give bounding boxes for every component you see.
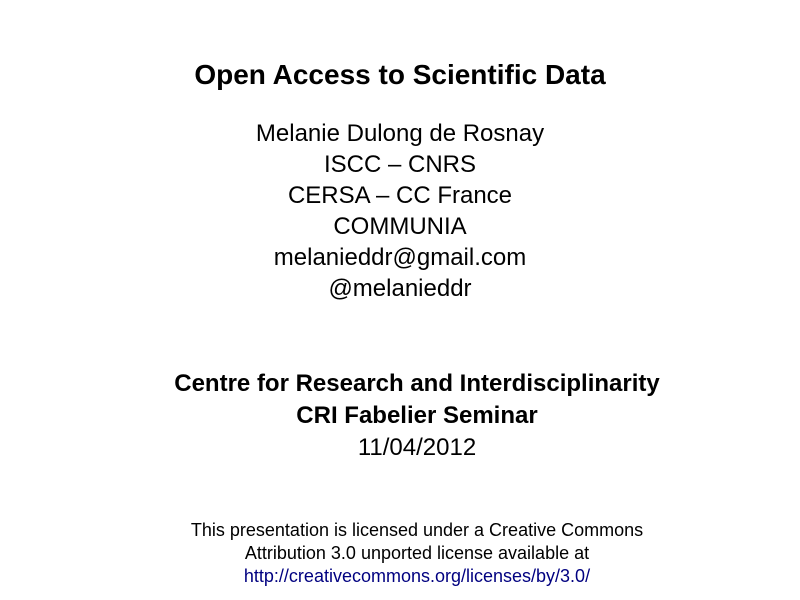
license-link[interactable]: http://creativecommons.org/licenses/by/3.0/ xyxy=(243,566,591,586)
event-block xyxy=(100,368,734,464)
author-affiliation-iscc: ISCC – CNRS xyxy=(323,151,477,178)
event-seminar: CRI Fabelier Seminar xyxy=(296,402,538,429)
slide-title: Open Access to Scientific Data xyxy=(194,59,606,90)
author-block xyxy=(200,118,600,304)
author-name: Melanie Dulong de Rosnay xyxy=(255,120,545,147)
license-notice xyxy=(100,519,734,588)
event-date: 11/04/2012 xyxy=(357,434,477,461)
license-line-1: This presentation is licensed under a Creative Commons xyxy=(190,520,644,540)
event-organization: Centre for Research and Interdisciplinarity xyxy=(174,370,660,397)
author-affiliation-cersa: CERSA – CC France xyxy=(287,182,513,209)
author-email: melanieddr@gmail.com xyxy=(273,244,527,271)
author-handle: @melanieddr xyxy=(328,275,472,302)
author-affiliation-communia: COMMUNIA xyxy=(333,213,467,240)
license-line-2: Attribution 3.0 unported license available at xyxy=(244,543,590,563)
